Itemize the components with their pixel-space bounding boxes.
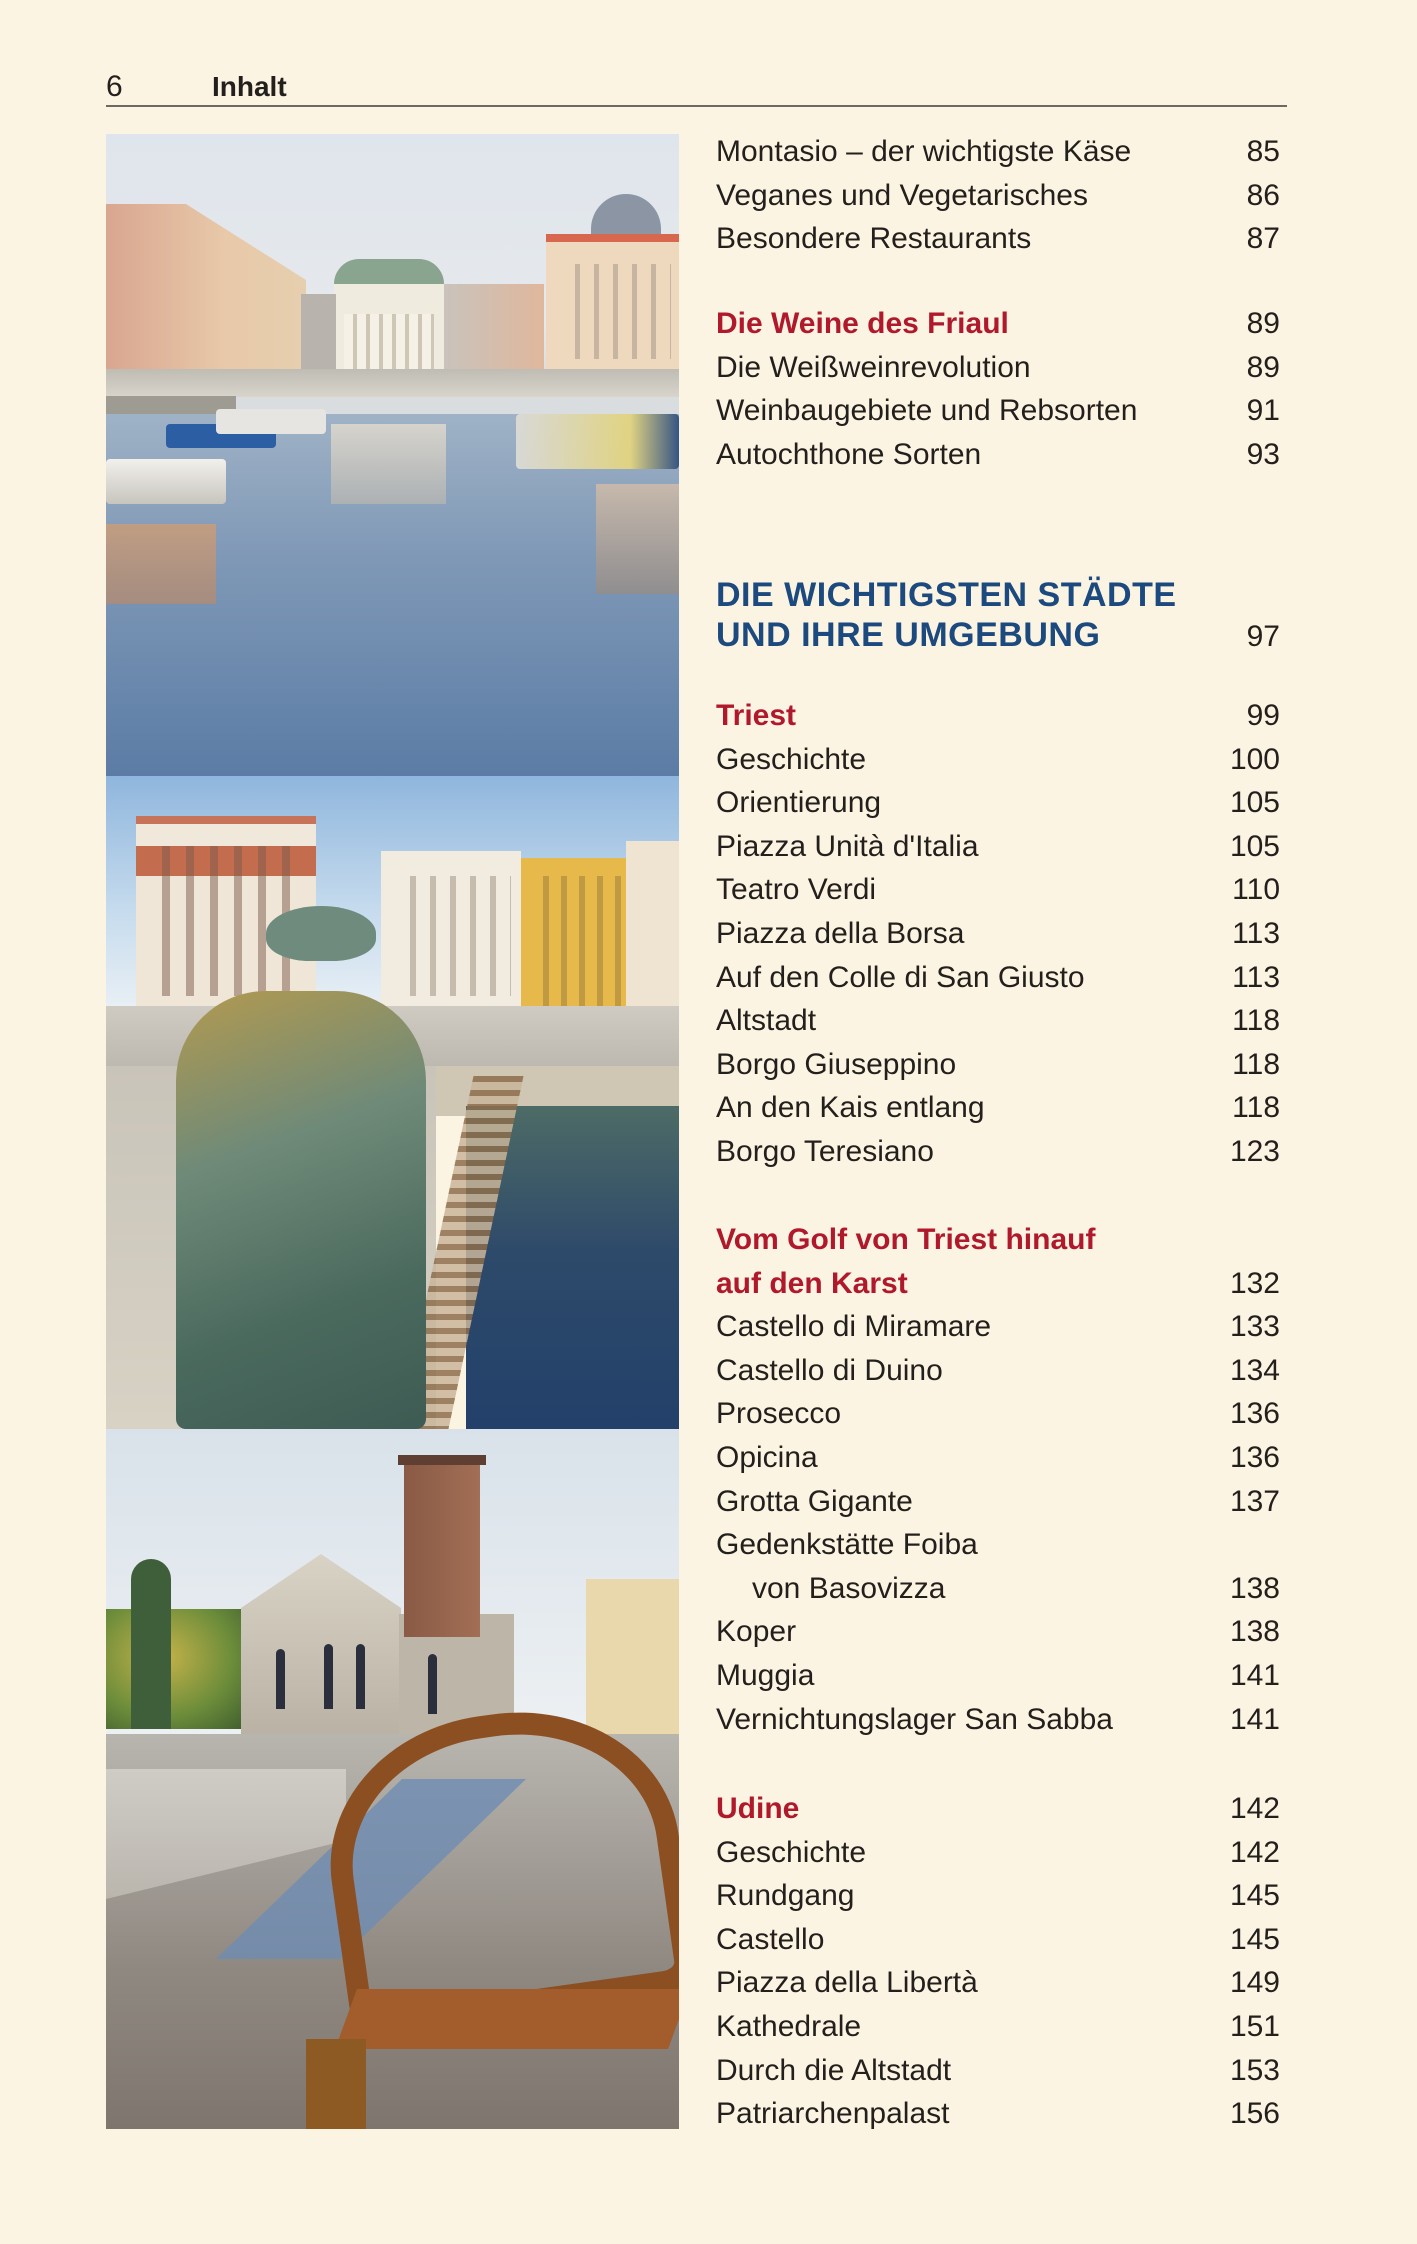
photo-canal-grande-trieste — [106, 134, 679, 776]
toc-section-heading[interactable] — [716, 1787, 1280, 1831]
toc-entry-page: 105 — [1229, 829, 1280, 863]
toc-entry-label: von Basovizza — [752, 1571, 946, 1605]
toc-entry[interactable] — [716, 433, 1280, 477]
toc-entry-page: 137 — [1229, 1484, 1280, 1518]
toc-entry-page: 93 — [1246, 437, 1280, 471]
toc-entry-page: 142 — [1229, 1835, 1280, 1869]
running-title: Inhalt — [212, 71, 287, 102]
toc-entry-label: Montasio – der wichtigste Käse — [716, 135, 1132, 168]
toc-entry[interactable] — [716, 217, 1280, 261]
toc-entry[interactable] — [716, 346, 1280, 390]
toc-entry-label: Borgo Giuseppino — [716, 1047, 957, 1081]
toc-entry[interactable] — [716, 1567, 1280, 1611]
toc-entry-page: 123 — [1229, 1134, 1280, 1168]
toc-entry-label: Rundgang — [716, 1879, 855, 1913]
toc-entry-page: 85 — [1246, 135, 1280, 168]
toc-entry-label: Castello di Duino — [716, 1353, 943, 1387]
page-number: 6 — [106, 70, 123, 103]
toc-heading-label: Triest — [716, 699, 797, 732]
toc-entry-label: Piazza della Borsa — [716, 916, 965, 950]
toc-entry[interactable] — [716, 1436, 1280, 1480]
toc-entry-page: 156 — [1229, 2097, 1280, 2131]
toc-entry-label: Besondere Restaurants — [716, 222, 1032, 256]
toc-entry-page: 133 — [1229, 1310, 1280, 1344]
toc-entry-page: 113 — [1232, 916, 1280, 950]
toc-entry-label: An den Kais entlang — [716, 1091, 985, 1125]
toc-entry-label: Kathedrale — [716, 2009, 862, 2043]
toc-entry[interactable] — [716, 1130, 1280, 1174]
toc-entry-page: 89 — [1246, 307, 1280, 340]
toc-section-wine — [716, 302, 1280, 476]
toc-entry-page: 141 — [1229, 1658, 1280, 1692]
toc-entry-page: 149 — [1229, 1966, 1280, 2000]
toc-entry-label: Veganes und Vegetarisches — [716, 178, 1088, 212]
toc-entry-label: Prosecco — [716, 1397, 842, 1431]
toc-heading-label: Die Weine des Friaul — [716, 307, 1009, 340]
chapter-page: 97 — [1246, 620, 1280, 653]
toc-entry[interactable] — [716, 2049, 1280, 2093]
toc-entry-label: Geschichte — [716, 1835, 867, 1869]
toc-entry-page: 145 — [1229, 1922, 1280, 1956]
toc-entry-label: Grotta Gigante — [716, 1484, 913, 1518]
toc-section-heading[interactable] — [716, 1262, 1280, 1306]
toc-entry-page: 134 — [1229, 1353, 1280, 1387]
toc-entry-page: 138 — [1229, 1571, 1280, 1605]
toc-entry[interactable] — [716, 956, 1280, 1000]
toc-entry[interactable] — [716, 1874, 1280, 1918]
toc-entry-label: Die Weißweinrevolution — [716, 350, 1031, 384]
toc-entry[interactable] — [716, 738, 1280, 782]
toc-entry[interactable] — [716, 1961, 1280, 2005]
toc-entry[interactable] — [716, 1043, 1280, 1087]
toc-entry-label: Gedenkstätte Foiba — [716, 1528, 978, 1562]
toc-entry-page: 99 — [1246, 699, 1280, 732]
toc-entry-label: Piazza della Libertà — [716, 1966, 978, 2000]
toc-entry[interactable] — [716, 1480, 1280, 1524]
toc-entry[interactable] — [716, 999, 1280, 1043]
toc-entry-label: Castello di Miramare — [716, 1310, 992, 1344]
toc-entry-page: 86 — [1246, 178, 1280, 212]
toc-entry-label: Piazza Unità d'Italia — [716, 829, 979, 863]
toc-entry-label: Weinbaugebiete und Rebsorten — [716, 394, 1138, 428]
toc-entry-page: 100 — [1229, 742, 1280, 776]
toc-entry[interactable] — [716, 2005, 1280, 2049]
toc-entry[interactable] — [716, 1654, 1280, 1698]
chapter-title-line-2: UND IHRE UMGEBUNG — [716, 616, 1101, 654]
toc-entry-page: 136 — [1229, 1397, 1280, 1431]
toc-entry-label: Vernichtungslager San Sabba — [716, 1702, 1113, 1736]
toc-entry-page: 118 — [1232, 1047, 1280, 1081]
toc-entry-label: Patriarchenpalast — [716, 2097, 950, 2131]
toc-entry-page: 145 — [1229, 1879, 1280, 1913]
toc-entry[interactable] — [716, 1392, 1280, 1436]
toc-section-food — [716, 130, 1280, 261]
toc-entry-page: 110 — [1232, 873, 1280, 907]
toc-entry-page: 132 — [1229, 1266, 1280, 1300]
toc-entry-page: 142 — [1229, 1792, 1280, 1825]
toc-entry-page: 138 — [1229, 1615, 1280, 1649]
toc-section-triest — [716, 694, 1280, 1174]
photo-statue-trieste — [106, 776, 679, 1429]
toc-entry[interactable] — [716, 1523, 1280, 1567]
toc-entry-page: 153 — [1229, 2053, 1280, 2087]
toc-entry-label: Altstadt — [716, 1004, 817, 1038]
toc-section-heading[interactable] — [716, 1218, 1280, 1262]
toc-entry[interactable] — [716, 1831, 1280, 1875]
toc-entry[interactable] — [716, 1349, 1280, 1393]
toc-heading-label: auf den Karst — [716, 1266, 908, 1300]
toc-entry-label: Koper — [716, 1615, 797, 1649]
toc-entry-page: 89 — [1246, 350, 1280, 384]
toc-entry[interactable] — [716, 825, 1280, 869]
toc-entry-label: Borgo Teresiano — [716, 1134, 934, 1168]
toc-entry[interactable] — [716, 2092, 1280, 2136]
toc-entry[interactable] — [716, 389, 1280, 433]
toc-entry-page: 151 — [1229, 2009, 1280, 2043]
toc-entry-label: Muggia — [716, 1658, 815, 1692]
toc-entry-label: Castello — [716, 1922, 825, 1956]
toc-entry[interactable] — [716, 174, 1280, 218]
toc-entry[interactable] — [716, 130, 1280, 174]
toc-entry[interactable] — [716, 1305, 1280, 1349]
chapter-title-line-1: DIE WICHTIGSTEN STÄDTE — [716, 576, 1177, 614]
toc-entry-page: 87 — [1246, 222, 1280, 256]
toc-entry[interactable] — [716, 781, 1280, 825]
toc-entry[interactable] — [716, 1698, 1280, 1742]
toc-entry-label: Autochthone Sorten — [716, 437, 982, 471]
toc-entry[interactable] — [716, 1086, 1280, 1130]
toc-heading-label: Udine — [716, 1792, 800, 1825]
toc-entry[interactable] — [716, 912, 1280, 956]
header-rule — [106, 105, 1287, 107]
toc-entry-page: 105 — [1229, 786, 1280, 820]
toc-section-udine — [716, 1787, 1280, 2136]
toc-entry-label: Teatro Verdi — [716, 873, 877, 907]
toc-entry-page: 141 — [1229, 1702, 1280, 1736]
photo-church-udine — [106, 1429, 679, 2129]
toc-chapter-title[interactable] — [716, 575, 1280, 657]
toc-section-karst — [716, 1218, 1280, 1741]
toc-entry-page: 118 — [1232, 1004, 1280, 1038]
toc-entry[interactable] — [716, 868, 1280, 912]
toc-entry[interactable] — [716, 1918, 1280, 1962]
toc-entry-label: Durch die Altstadt — [716, 2053, 952, 2087]
toc-section-heading[interactable] — [716, 302, 1280, 346]
toc-entry[interactable] — [716, 1610, 1280, 1654]
toc-section-heading[interactable] — [716, 694, 1280, 738]
photo-column — [106, 134, 679, 2129]
toc-entry-label: Opicina — [716, 1440, 818, 1474]
toc-entry-label: Orientierung — [716, 786, 882, 820]
toc-entry-label: Auf den Colle di San Giusto — [716, 960, 1085, 994]
toc-heading-label: Vom Golf von Triest hinauf — [716, 1223, 1096, 1256]
toc-entry-page: 118 — [1232, 1091, 1280, 1125]
toc-entry-page: 113 — [1232, 960, 1280, 994]
toc-entry-page: 136 — [1229, 1440, 1280, 1474]
toc-entry-page: 91 — [1246, 394, 1280, 428]
toc-entry-label: Geschichte — [716, 742, 867, 776]
